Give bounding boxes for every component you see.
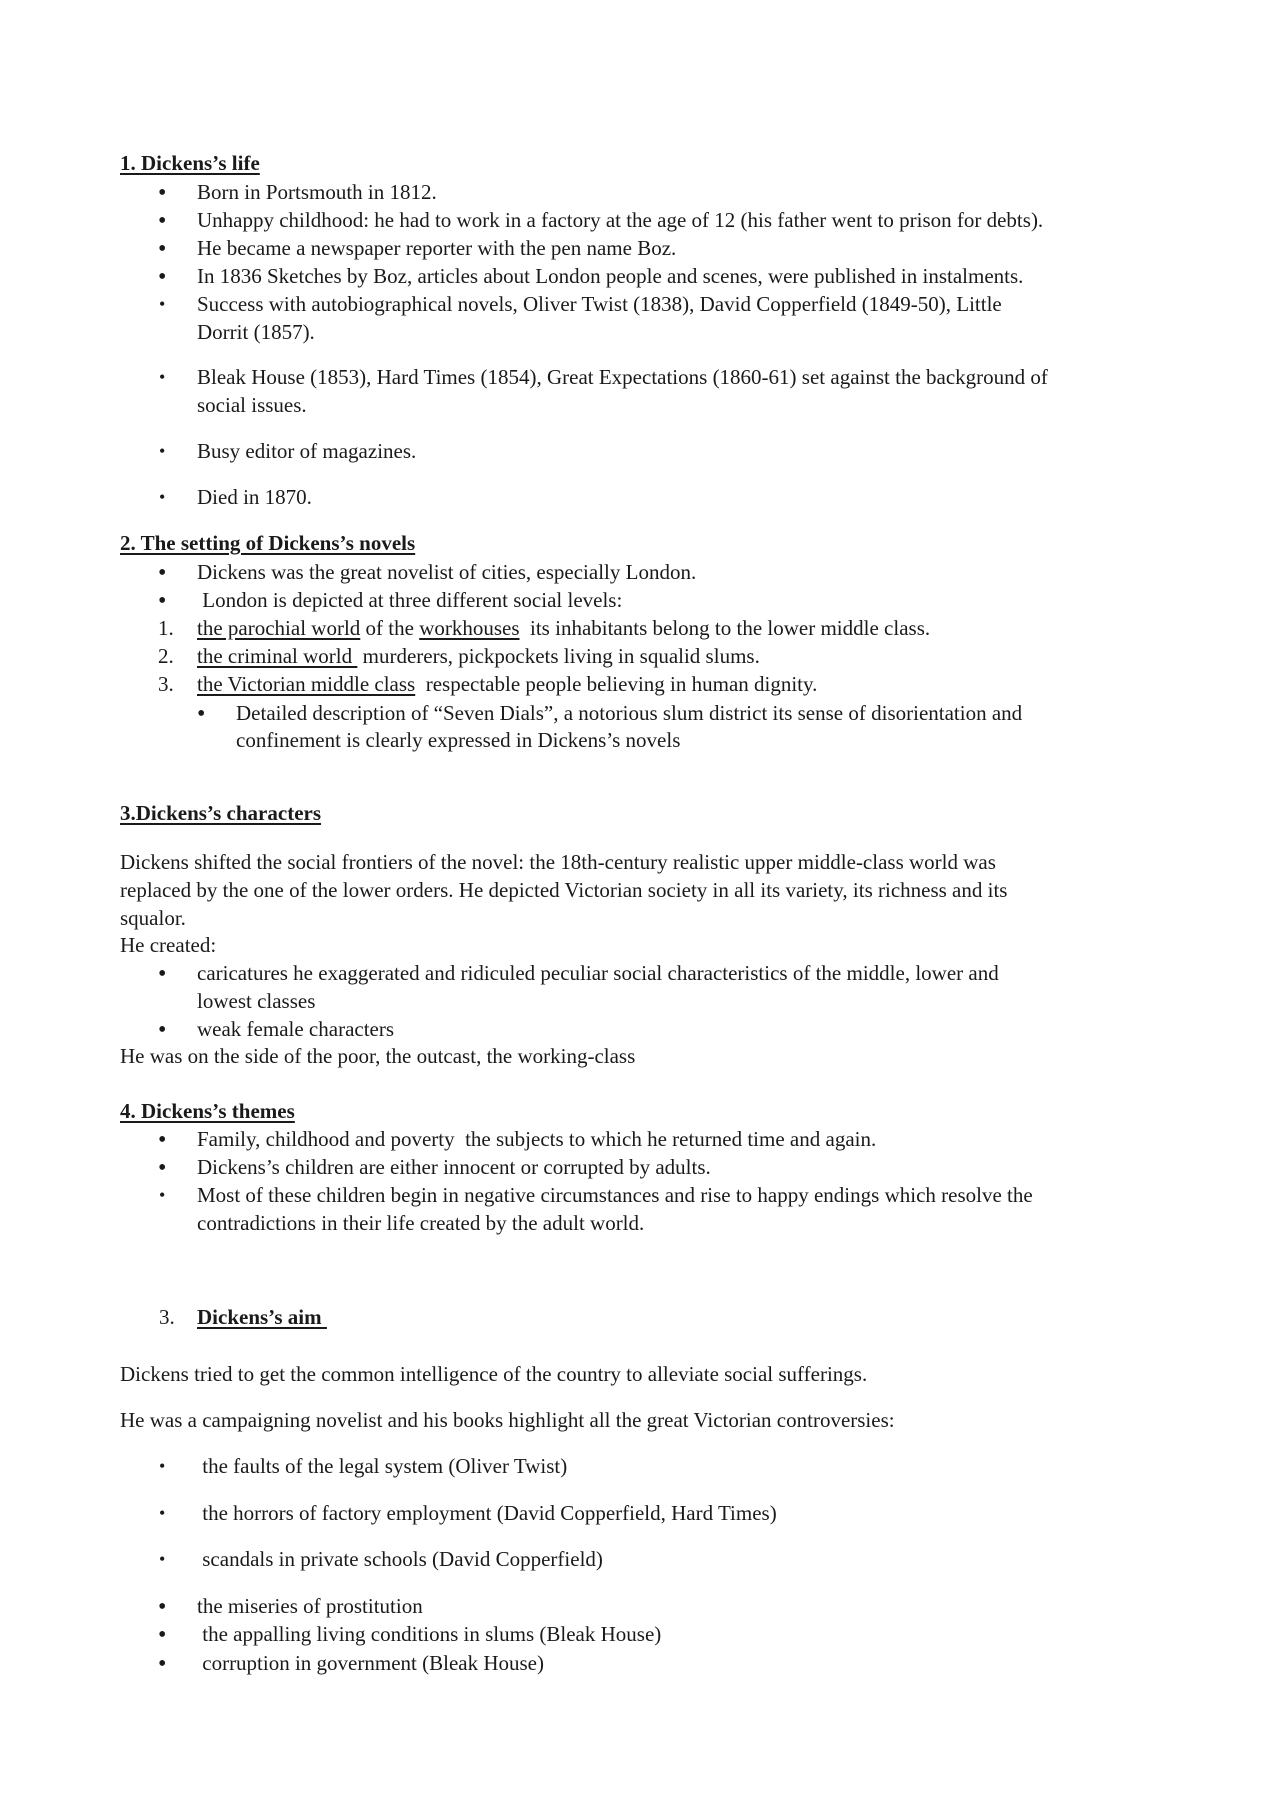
- underlined-term: the criminal world: [197, 644, 358, 668]
- section-heading-characters: 3.Dickens’s characters: [120, 801, 322, 825]
- bullet: •: [159, 1185, 166, 1205]
- list-number: 3.: [159, 1305, 175, 1329]
- list-item: scandals in private schools (David Copperfield): [197, 1547, 603, 1571]
- underlined-term: the parochial world: [197, 616, 361, 640]
- list-item: caricatures he exaggerated and ridiculed peculiar social characteristics of the middle, lower and: [197, 961, 999, 985]
- list-item: Busy editor of magazines.: [197, 439, 417, 463]
- text-run: its inhabitants belong to the lower middle class.: [519, 616, 931, 640]
- numbered-item: [197, 618, 930, 639]
- bullet: •: [158, 1622, 167, 1648]
- section-heading-aim: Dickens’s aim: [197, 1305, 327, 1329]
- bullet: •: [158, 560, 167, 586]
- list-item: He became a newspaper reporter with the pen name Boz.: [197, 236, 677, 260]
- list-item: Family, childhood and poverty the subjects to which he returned time and again.: [197, 1127, 877, 1151]
- paragraph-line: He created:: [120, 933, 217, 957]
- bullet: •: [159, 1503, 166, 1523]
- bullet: •: [158, 180, 167, 206]
- bullet: •: [159, 294, 166, 314]
- list-item: the miseries of prostitution: [197, 1594, 423, 1618]
- list-item: Died in 1870.: [197, 485, 312, 509]
- list-item: London is depicted at three different social levels:: [197, 588, 623, 612]
- text-run: of the: [360, 616, 420, 640]
- bullet: •: [158, 1594, 167, 1620]
- list-item: the faults of the legal system (Oliver Twist): [197, 1454, 568, 1478]
- bullet: •: [158, 208, 167, 234]
- bullet: •: [159, 1456, 166, 1476]
- list-item: Unhappy childhood: he had to work in a factory at the age of 12 (his father went to prison for debts).: [197, 208, 1044, 232]
- list-number: 3.: [158, 672, 174, 696]
- bullet: •: [158, 264, 167, 290]
- sub-list-item-continued: confinement is clearly expressed in Dickens’s novels: [236, 728, 681, 752]
- bullet: •: [158, 588, 167, 614]
- list-item: the appalling living conditions in slums (Bleak House): [197, 1622, 662, 1646]
- list-item: Most of these children begin in negative circumstances and rise to happy endings which resolve the: [197, 1183, 1033, 1207]
- bullet: •: [158, 1155, 167, 1181]
- paragraph-line: replaced by the one of the lower orders. He depicted Victorian society in all its variety, its richness and its: [120, 878, 1008, 902]
- list-item: Born in Portsmouth in 1812.: [197, 180, 437, 204]
- underlined-term: workhouses: [419, 616, 520, 640]
- section-heading-themes: 4. Dickens’s themes: [120, 1099, 295, 1123]
- underlined-term: the Victorian middle class: [197, 672, 416, 696]
- bullet: •: [197, 701, 206, 727]
- paragraph-line: squalor.: [120, 906, 186, 930]
- paragraph-line: He was a campaigning novelist and his books highlight all the great Victorian controversies:: [120, 1408, 895, 1432]
- section-heading-setting: 2. The setting of Dickens’s novels: [120, 531, 416, 555]
- bullet: •: [159, 367, 166, 387]
- paragraph-line: Dickens shifted the social frontiers of the novel: the 18th-century realistic upper middle-class world was: [120, 850, 996, 874]
- list-item-continued: Dorrit (1857).: [197, 320, 315, 344]
- bullet: •: [158, 236, 167, 262]
- numbered-item: [197, 674, 817, 695]
- list-item: Success with autobiographical novels, Oliver Twist (1838), David Copperfield (1849-50), Little: [197, 292, 1002, 316]
- bullet: •: [158, 961, 167, 987]
- bullet: •: [159, 487, 166, 507]
- text-run: respectable people believing in human dignity.: [415, 672, 818, 696]
- list-item: Dickens was the great novelist of cities, especially London.: [197, 560, 697, 584]
- bullet: •: [158, 1017, 167, 1043]
- bullet: •: [159, 1549, 166, 1569]
- sub-list-item: Detailed description of “Seven Dials”, a notorious slum district its sense of disorientation and: [236, 701, 1023, 725]
- list-item: weak female characters: [197, 1017, 395, 1041]
- list-number: 1.: [158, 616, 174, 640]
- text-run: murderers, pickpockets living in squalid slums.: [357, 644, 760, 668]
- list-number: 2.: [158, 644, 174, 668]
- paragraph-line: Dickens tried to get the common intelligence of the country to alleviate social sufferings.: [120, 1362, 868, 1386]
- paragraph-line: He was on the side of the poor, the outcast, the working-class: [120, 1044, 636, 1068]
- list-item-continued: contradictions in their life created by the adult world.: [197, 1211, 645, 1235]
- list-item-continued: lowest classes: [197, 989, 316, 1013]
- list-item-continued: social issues.: [197, 393, 307, 417]
- bullet: •: [159, 441, 166, 461]
- list-item: corruption in government (Bleak House): [197, 1651, 544, 1675]
- list-item: In 1836 Sketches by Boz, articles about London people and scenes, were published in instalments.: [197, 264, 1024, 288]
- bullet: •: [158, 1651, 167, 1677]
- numbered-item: [197, 646, 760, 667]
- list-item: the horrors of factory employment (David Copperfield, Hard Times): [197, 1501, 777, 1525]
- bullet: •: [158, 1127, 167, 1153]
- section-heading-life: 1. Dickens’s life: [120, 151, 260, 175]
- list-item: Dickens’s children are either innocent or corrupted by adults.: [197, 1155, 711, 1179]
- list-item: Bleak House (1853), Hard Times (1854), Great Expectations (1860-61) set against the background of: [197, 365, 1048, 389]
